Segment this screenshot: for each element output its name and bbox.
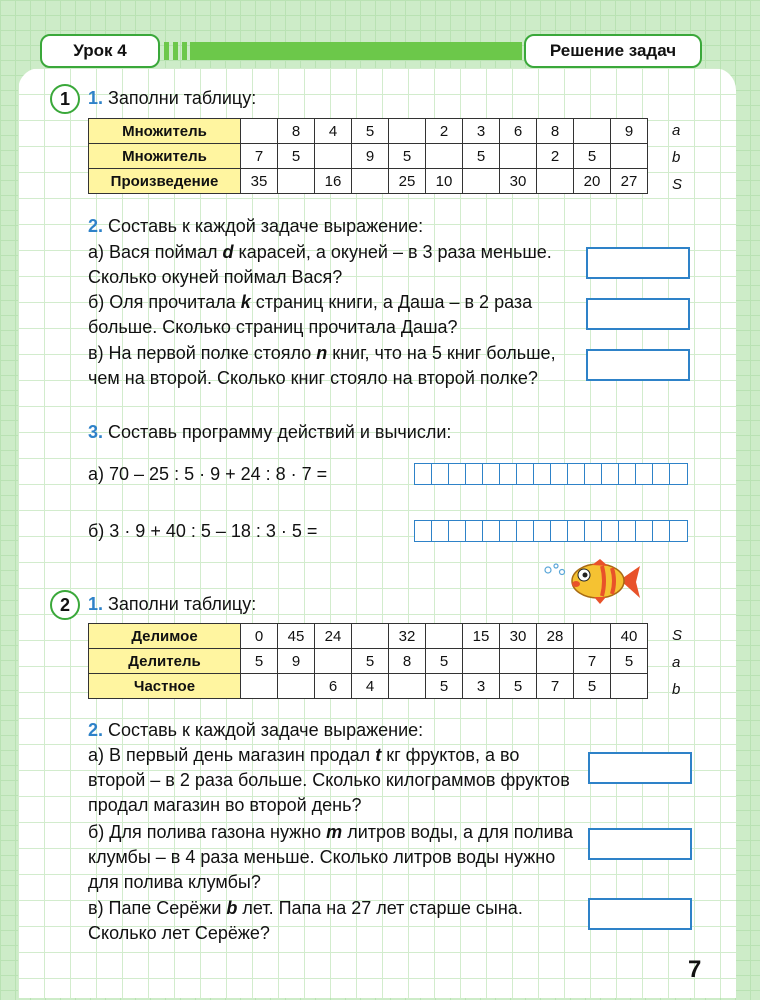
table-cell[interactable]: 45	[278, 624, 315, 649]
table-cell[interactable]: 6	[500, 119, 537, 144]
s1-ex3-num: 3.	[88, 422, 104, 442]
table-row	[89, 624, 648, 649]
table-cell[interactable]: 25	[389, 169, 426, 194]
table-row	[89, 144, 648, 169]
table-cell[interactable]: 24	[315, 624, 352, 649]
task-text: в) Папе Серёжи	[88, 898, 227, 918]
table-cell[interactable]: 2	[537, 144, 574, 169]
topic-label: Решение задач	[524, 34, 702, 68]
side-var: S	[672, 627, 683, 644]
s2-task-b	[88, 820, 574, 895]
table-cell[interactable]	[611, 144, 648, 169]
answer-box[interactable]	[586, 247, 690, 279]
table-row	[89, 169, 648, 194]
table-cell[interactable]	[500, 649, 537, 674]
s2-task-c	[88, 896, 574, 946]
page-number: 7	[688, 956, 702, 983]
s1-ex1-heading	[88, 86, 256, 111]
s2-ex2-heading	[88, 718, 423, 743]
table-cell[interactable]: 5	[352, 119, 389, 144]
row-label: Делитель	[89, 649, 241, 674]
table-cell[interactable]: 5	[500, 674, 537, 699]
table-cell[interactable]: 8	[389, 649, 426, 674]
task-variable: b	[226, 898, 238, 918]
table-cell[interactable]: 0	[241, 624, 278, 649]
table-cell[interactable]: 4	[352, 674, 389, 699]
task-text: лет. Папа на 27 лет старше сына. Сколько лет Серёже?	[88, 898, 523, 943]
table-cell[interactable]	[241, 119, 278, 144]
table-cell[interactable]: 27	[611, 169, 648, 194]
table-cell[interactable]	[537, 169, 574, 194]
task-variable: t	[375, 745, 382, 765]
task-text: б) Оля прочитала	[88, 292, 241, 312]
task-text: литров воды, а для полива клумбы – в 4 раза меньше. Сколько литров воды нужно для полива клумбы?	[88, 822, 574, 892]
task-variable: d	[222, 242, 234, 262]
table-cell[interactable]	[463, 649, 500, 674]
s1-ex3-heading	[88, 420, 451, 445]
s2-ex2-title: Составь к каждой задаче выражение:	[108, 720, 424, 740]
table-cell[interactable]	[611, 674, 648, 699]
table-cell[interactable]: 5	[352, 649, 389, 674]
table-cell[interactable]	[315, 649, 352, 674]
table-cell[interactable]	[574, 624, 611, 649]
task-text: а) В первый день магазин продал	[88, 745, 376, 765]
task-text: карасей, а окуней – в 3 раза меньше. Сколько окуней поймал Вася?	[88, 242, 552, 287]
table-cell[interactable]	[463, 169, 500, 194]
lesson-label: Урок 4	[40, 34, 160, 68]
answer-box[interactable]	[588, 828, 692, 860]
s1-ex1-title: Заполни таблицу:	[108, 88, 257, 108]
s1-task-a	[88, 240, 574, 290]
table-cell[interactable]: 5	[463, 144, 500, 169]
table-cell[interactable]: 5	[278, 144, 315, 169]
table-cell[interactable]: 20	[574, 169, 611, 194]
s2-ex1-title: Заполни таблицу:	[108, 594, 257, 614]
s1-ex2-heading	[88, 214, 423, 239]
task-variable: n	[316, 343, 328, 363]
table-cell[interactable]	[241, 674, 278, 699]
table-cell[interactable]: 16	[315, 169, 352, 194]
side-var: a	[672, 654, 681, 671]
table-cell[interactable]: 32	[389, 624, 426, 649]
table-cell[interactable]	[352, 624, 389, 649]
table-cell[interactable]	[278, 169, 315, 194]
side-var: b	[672, 681, 681, 698]
s2-ex2-num: 2.	[88, 720, 104, 740]
table-cell[interactable]: 8	[537, 119, 574, 144]
s1-ex3-title: Составь программу действий и вычисли:	[108, 422, 452, 442]
expression-b: б) 3 · 9 + 40 : 5 – 18 : 3 · 5 =	[88, 521, 318, 541]
table-cell[interactable]	[278, 674, 315, 699]
table-cell[interactable]	[537, 649, 574, 674]
expression-a: а) 70 – 25 : 5 · 9 + 24 : 8 · 7 =	[88, 464, 328, 484]
s2-task-a	[88, 743, 574, 818]
table-cell[interactable]: 9	[611, 119, 648, 144]
s1-task-b	[88, 290, 574, 340]
row-label: Частное	[89, 674, 241, 699]
side-var: a	[672, 122, 681, 139]
side-var: b	[672, 149, 681, 166]
row-label: Произведение	[89, 169, 241, 194]
table-cell[interactable]: 7	[537, 674, 574, 699]
table-row	[89, 674, 648, 699]
table-cell[interactable]: 3	[463, 119, 500, 144]
table-cell[interactable]: 15	[463, 624, 500, 649]
task-text: а) Вася поймал	[88, 242, 223, 262]
side-var: S	[672, 176, 683, 193]
s1-ex2-num: 2.	[88, 216, 104, 236]
fish-illustration	[540, 556, 644, 606]
table-cell[interactable]: 8	[278, 119, 315, 144]
table-cell[interactable]	[574, 119, 611, 144]
table-cell[interactable]: 40	[611, 624, 648, 649]
section-1-badge: 1	[50, 84, 80, 114]
s2-ex1-heading	[88, 592, 256, 617]
table-cell[interactable]	[389, 119, 426, 144]
table-cell[interactable]	[315, 144, 352, 169]
task-text: б) Для полива газона нужно	[88, 822, 327, 842]
table-cell[interactable]: 5	[574, 144, 611, 169]
table-row	[89, 119, 648, 144]
table-row	[89, 649, 648, 674]
header-bar	[190, 42, 522, 60]
row-label: Множитель	[89, 119, 241, 144]
s1-ex2-title: Составь к каждой задаче выражение:	[108, 216, 424, 236]
s2-division-table	[88, 623, 648, 699]
table-cell[interactable]: 7	[574, 649, 611, 674]
answer-box[interactable]	[586, 298, 690, 330]
table-cell[interactable]: 30	[500, 624, 537, 649]
table-cell[interactable]: 3	[463, 674, 500, 699]
s1-multiplication-table	[88, 118, 648, 194]
table-cell[interactable]: 10	[426, 169, 463, 194]
table-cell[interactable]: 5	[389, 144, 426, 169]
task-variable: k	[240, 292, 251, 312]
table-cell[interactable]: 9	[278, 649, 315, 674]
table-cell[interactable]: 28	[537, 624, 574, 649]
s1-task-c	[88, 341, 574, 391]
section-2-badge: 2	[50, 590, 80, 620]
task-text: книг, что на 5 книг больше, чем на второй. Сколько книг стояло на второй полке?	[88, 343, 556, 388]
table-cell[interactable]	[426, 144, 463, 169]
table-cell[interactable]: 6	[315, 674, 352, 699]
table-cell[interactable]: 4	[315, 119, 352, 144]
answer-box[interactable]	[588, 752, 692, 784]
table-cell[interactable]: 5	[241, 649, 278, 674]
answer-cells-a[interactable]	[414, 463, 688, 485]
s1-ex1-num: 1.	[88, 88, 104, 108]
row-label: Множитель	[89, 144, 241, 169]
table-cell[interactable]: 5	[426, 649, 463, 674]
answer-box[interactable]	[586, 349, 690, 381]
table-cell[interactable]: 2	[426, 119, 463, 144]
table-cell[interactable]: 9	[352, 144, 389, 169]
s2-ex1-num: 1.	[88, 594, 104, 614]
table-cell[interactable]: 5	[426, 674, 463, 699]
answer-box[interactable]	[588, 898, 692, 930]
task-text: в) На первой полке стояло	[88, 343, 317, 363]
table-cell[interactable]: 5	[574, 674, 611, 699]
table-cell[interactable]: 30	[500, 169, 537, 194]
table-cell[interactable]	[389, 674, 426, 699]
table-cell[interactable]	[426, 624, 463, 649]
row-label: Делимое	[89, 624, 241, 649]
table-cell[interactable]: 35	[241, 169, 278, 194]
answer-cells-b[interactable]	[414, 520, 688, 542]
table-cell[interactable]	[500, 144, 537, 169]
task-variable: m	[326, 822, 343, 842]
table-cell[interactable]: 5	[611, 649, 648, 674]
task-text: кг фруктов, а во второй – в 2 раза больше. Сколько килограммов фруктов продал магазин во второй день?	[88, 745, 570, 815]
task-text: страниц книги, а Даша – в 2 раза больше. Сколько страниц прочитала Даша?	[88, 292, 533, 337]
table-cell[interactable]: 7	[241, 144, 278, 169]
table-cell[interactable]	[352, 169, 389, 194]
